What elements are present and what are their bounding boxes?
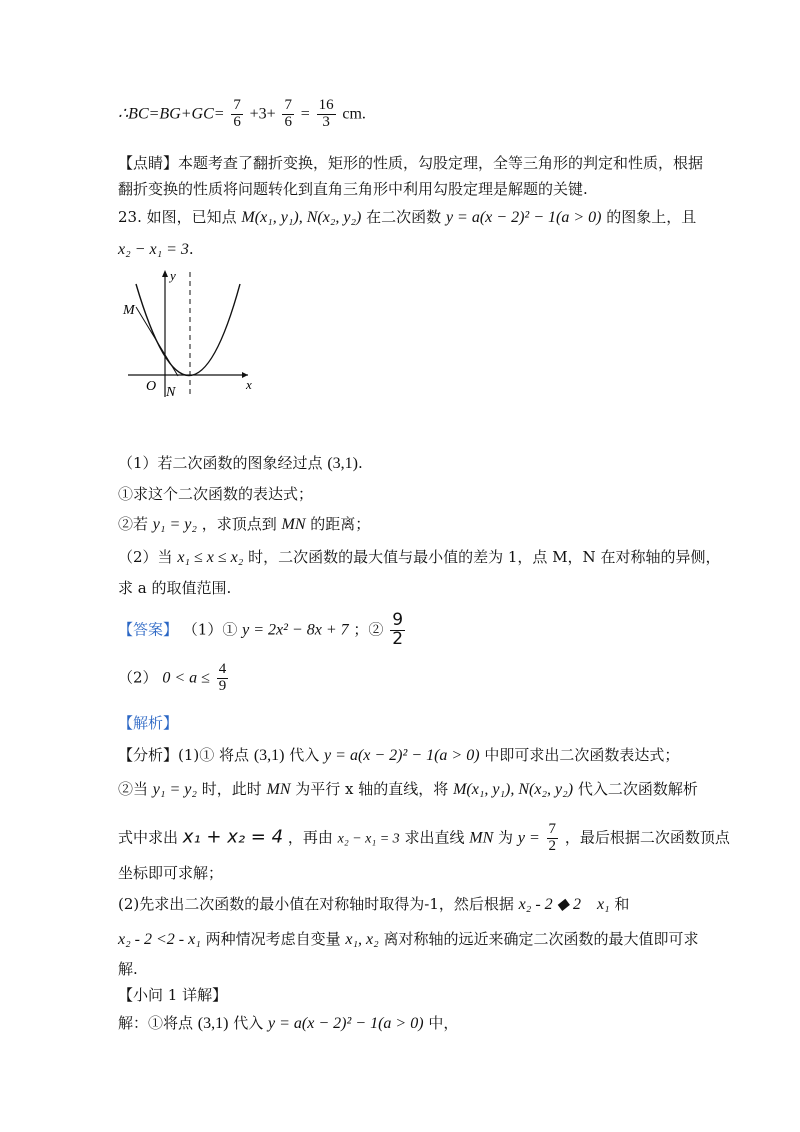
part1-sub2: ②若 y₁ = y₂ ，求顶点到 MN 的距离； bbox=[118, 515, 371, 533]
bc-conclusion bbox=[118, 98, 366, 131]
y-axis-arrow bbox=[162, 270, 168, 277]
parabola-graph bbox=[118, 262, 268, 402]
label-y: y bbox=[170, 268, 176, 283]
q23-condition: x₂ − x₁ = 3. bbox=[118, 240, 194, 258]
analysis-fraction-7-2: $\frac{7}{2}$ bbox=[548, 821, 557, 854]
analysis-line-6: x₂ - 2 <2 - x₁ 两种情况考虑自变量 x₁, x₂ 离对称轴的远近来确定二次函数的最大值即可求 bbox=[118, 930, 699, 948]
part2-line1: （2）当 x₁ ≤ x ≤ x₂ 时，二次函数的最大值与最小值的差为 1，点 M，N 在对称轴的异侧， bbox=[118, 548, 721, 566]
analysis-line-3: 式中求出 x₁ + x₂ = 4 ，再由 x₂ − x₁ = 3 求出直线 MN 为 y = $\frac{7}{2}$ ，最后根据二次函数顶点 bbox=[118, 821, 730, 854]
solution-line-1: 解：①将点 (3,1) 代入 y = a(x − 2)² − 1(a > 0) 中， bbox=[118, 1014, 459, 1032]
part1-sub1: ①求这个二次函数的表达式； bbox=[118, 485, 314, 503]
fraction-7-6-b: $\frac{7}{6}$ bbox=[284, 97, 292, 130]
sub-question-1-tag: 【小问 1 详解】 bbox=[118, 986, 228, 1004]
answer-line-2: （2） 0 < a ≤ $\frac{4}{9}$ bbox=[118, 661, 227, 694]
analysis-tag: 【解析】 bbox=[118, 714, 179, 732]
part2-line2: 求 a 的取值范围. bbox=[118, 579, 232, 597]
analysis-line-4: 坐标即可求解； bbox=[118, 864, 224, 882]
fraction-7-6-a: $\frac{7}{6}$ bbox=[233, 97, 241, 130]
label-n: N bbox=[166, 385, 176, 400]
analysis-line-7: 解. bbox=[118, 960, 138, 978]
label-x: x bbox=[246, 377, 252, 392]
unit-cm: cm. bbox=[342, 105, 366, 123]
parabola-curve bbox=[136, 284, 240, 376]
part1-statement: （1）若二次函数的图象经过点 (3,1). bbox=[118, 454, 363, 472]
answer-tag: 【答案】 bbox=[118, 620, 179, 639]
bc-prefix: ∴BC=BG+GC= bbox=[118, 105, 225, 123]
equals-sign: = bbox=[300, 105, 310, 123]
analysis-line-2: ②当 y₁ = y₂ 时，此时 MN 为平行 x 轴的直线，将 M(x₁, y₁), N(x₂, y₂) 代入二次函数解析 bbox=[118, 780, 698, 798]
segment-mn bbox=[136, 307, 178, 376]
q23-function: y = a(x − 2)² − 1(a > 0) bbox=[445, 209, 602, 226]
q23-points: M(x₁, y₁), N(x₂, y₂) bbox=[241, 209, 362, 226]
answer-line-1: 【答案】 （1）① y = 2x² − 8x + 7 ；② $\frac{9}{2}$ bbox=[118, 610, 404, 649]
analysis-line-1: 【分析】(1)① 将点 (3,1) 代入 y = a(x − 2)² − 1(a > 0) 中即可求出二次函数表达式； bbox=[118, 746, 680, 764]
answer-fraction-4-9: $\frac{4}{9}$ bbox=[218, 661, 227, 694]
fraction-16-3: $\frac{16}{3}$ bbox=[318, 97, 334, 130]
label-m: M bbox=[123, 303, 135, 318]
plus-three: +3+ bbox=[249, 105, 276, 123]
answer-expression: y = 2x² − 8x + 7 bbox=[242, 621, 349, 639]
analysis-line-5: (2)先求出二次函数的最小值在对称轴时取得为-1，然后根据 x₂ - 2 ◆ 2 x₁ 和 bbox=[118, 895, 630, 913]
label-origin: O bbox=[146, 379, 157, 394]
comment-line-1: 【点睛】本题考查了翻折变换，矩形的性质，勾股定理，全等三角形的判定和性质，根据 bbox=[118, 154, 704, 172]
answer-fraction-9-2: $\frac{9}{2}$ bbox=[392, 610, 404, 649]
q23-statement: 23. 如图，已知点 M(x₁, y₁), N(x₂, y₂) 在二次函数 y = a(x − 2)² − 1(a > 0) 的图象上，且 bbox=[118, 208, 697, 226]
comment-line-2: 翻折变换的性质将问题转化到直角三角形中利用勾股定理是解题的关键. bbox=[118, 180, 588, 198]
